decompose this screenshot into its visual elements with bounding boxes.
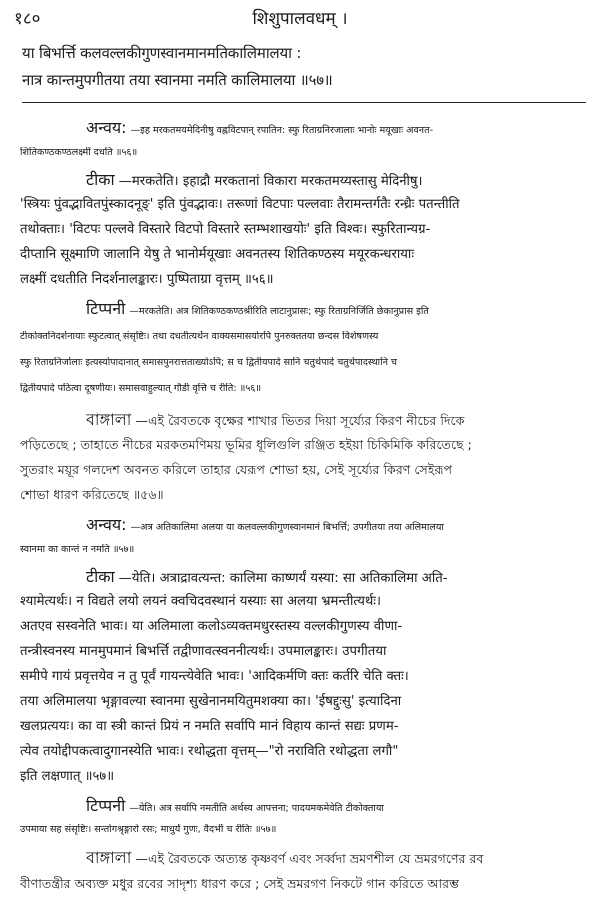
text-line: পড়িতেছে ; তাহাতে নীচের মরকতমণিময় ভূমির ধূলিগুলি রঞ্জিত হইয়া চিকিমিকি করিতেছে ; xyxy=(20,437,472,452)
text-line: तथोक्ताः। 'विटपः पल्लवे विस्तारे विटपो विस्तारे स्तम्भशाखयोः' इति विश्वः। स्फुरितान्यग्र- xyxy=(20,222,431,237)
section-label-bangla: বাঙ্গালা xyxy=(86,848,132,867)
tippani-56: टिप्पनी —मरकतेति। अत्र शितिकण्ठकण्ठश्रीरिति लाटानुप्रासः; स्फु रिताग्रनिर्जिति छेकानुप्रास इति xyxy=(86,299,429,318)
section-label-anvaya: अन्वय: xyxy=(86,118,127,137)
text-line: दीप्तानि सूक्ष्माणि जालानि येषु ते भानोर्मयूखाः अवनतस्य शितिकण्ठस्य मयूरकन्धरायाः xyxy=(20,247,414,262)
text-line: সুতরাং ময়ূর গলদেশ অবনত করিলে তাহার যেরূপ শোভা হয়, সেই সূর্য্যের কিরণ সেইরূপ xyxy=(20,462,453,477)
text-line: शितिकण्ठकण्ठलक्ष्मीं दधति ॥५६॥ xyxy=(20,147,138,158)
section-label-tippani: टिप्पनी xyxy=(86,299,126,318)
book-title: शिशुपालवधम् । xyxy=(252,8,348,29)
tippani-57: टिप्पनी —येति। अत्र सर्वापि नमतीति अर्थस्य आपत्तना; पादयमकमेवेति टीकोक्ताया xyxy=(86,796,384,815)
page-number: १८० xyxy=(14,8,41,29)
text-line: तन्त्रीस्वनस्य मानमुपमानं बिभर्त्ति तद्वीणावत्स्वननीत्यर्थः। उपमालङ्कारः। उपगीतया xyxy=(20,644,387,659)
text-line: বীণাতন্ত্রীর অব্যক্ত মধুর রবের সাদৃশ্য ধারণ করে ; সেই ভ্রমরগণ নিকটে গান করিতে আরম্ভ xyxy=(20,876,460,891)
text-line: टीकोक्तनिदर्शनायाः स्फुटत्वात् संसृष्टिः। तथा दधतीत्यर्थेन वाक्यसमासयोरपि पुनरुक्ततया छन्दस विशेषणस्य xyxy=(20,331,379,342)
text-line: 'स्त्रियः पुंवद्भावितपुंस्कादनूङ्' इति पुंवद्भावः। तरूणां विटपाः पल्लवाः तैरामन्तर्गतैः रन्ध्रैः पतन्तीति xyxy=(20,197,460,212)
bangla-56: বাঙ্গালা —এই রৈবতকে বৃক্ষের শাখার ভিতর দিয়া সূর্য্যের কিরণ নীচের দিকে xyxy=(86,410,465,429)
verse-line-1: या बिभर्त्ति कलवल्लकीगुणस्वानमानमतिकालिमालया : xyxy=(22,44,302,62)
verse-divider xyxy=(22,102,586,103)
text-line: श्यामेत्यर्थः। न विद्यते लयो लयनं क्वचिदवस्थानं यस्याः सा अलया भ्रमन्तीत्यर्थः। xyxy=(20,594,381,609)
section-label-anvaya: अन्वय: xyxy=(86,515,127,534)
anvaya-56: अन्वय: —इह मरकतमयमेदिनीषु वह्नविटपान् रपातिन: स्फु रिताग्रनिरजालाः भानोः मयूखाः अवनत- xyxy=(86,118,434,137)
text-line: लक्ष्मीं दधतीति निदर्शनालङ्कारः। पुष्पिताग्रा वृत्तम् ॥५६॥ xyxy=(20,272,274,287)
section-label-tika: टीका xyxy=(86,567,115,586)
text-line: अतएव सस्वनेति भावः। या अलिमाला कलोऽव्यक्तमधुरस्तस्य वल्लकीगुणस्य वीणा- xyxy=(20,619,403,634)
section-label-tippani: टिप्पनी xyxy=(86,796,126,815)
verse-line-2: नात्र कान्तमुपगीतया तया स्वानमा नमति कालिमालया ॥५७॥ xyxy=(22,71,333,89)
text-line: स्वानमा का कान्तं न नमति ॥५७॥ xyxy=(20,544,135,555)
tika-57: टीका —येति। अत्राद्रावत्यन्त: कालिमा काष्णर्यं यस्या: सा अतिकालिमा अति- xyxy=(86,567,448,586)
tika-56: टीका —मरकतेति। इहाद्रौ मरकतानां विकारा मरकतमय्यस्तासु मेदिनीषु। xyxy=(86,170,423,189)
text-line: শোভা ধারণ করিতেছে ॥৫৬॥ xyxy=(20,487,164,502)
text-line: द्वितीयपादे पठित्वा दूषणीयः। समासवाहुल्यात् गौडी वृत्ति च रीति: ॥५६॥ xyxy=(20,383,262,394)
text-line: समीपे गायं प्रवृत्तयेव न तु पूर्वं गायन्त्येवेति भावः। 'आदिकर्मणि क्तः कर्तरि चेति क्तः। xyxy=(20,669,409,684)
text-line: खलप्रत्ययः। का वा स्त्री कान्तं प्रियं न नमति सर्वापि मानं विहाय कान्तं सद्यः प्रणम- xyxy=(20,719,399,734)
page-header xyxy=(14,4,586,30)
anvaya-57: अन्वय: —अत्र अतिकालिमा अलया या कलवल्लकीगुणस्वानमानं बिभर्त्ति; उपगीतया तया अलिमालया xyxy=(86,515,444,534)
text-line: तया अलिमालया भृङ्गावल्या स्वानमा सुखेनानमयितुमशक्या का। 'ईषद्दुःसु' इत्यादिना xyxy=(20,694,402,709)
section-label-bangla: বাঙ্গালা xyxy=(86,410,132,429)
text-line: उपमाया सह संसृष्टिः। सन्तोगश्रृङ्गारो रसः; माधुर्यं गुणः, वैदर्भी च रीतिः ॥५७॥ xyxy=(20,824,277,835)
text-line: स्फु रिताग्रनिर्जालाः इत्यस्योपादानात् समासपुनरात्तताख्योऽपि; स च द्वितीयपादे सानि चतुर्थपादे चतुर्थपादस्थानि च xyxy=(20,357,398,368)
bangla-57: বাঙ্গালা —এই রৈবতকে অত্যন্ত কৃষ্ণবর্ণ এবং সর্ব্বদা ভ্রমণশীল যে ভ্রমরগণের রব xyxy=(86,848,484,867)
section-label-tika: टीका xyxy=(86,170,115,189)
text-line: इति लक्षणात् ॥५७॥ xyxy=(20,769,115,784)
text-line: त्येव तयोद्दीपकत्वादुगानस्येति भावः। रथोद्धता वृत्तम्—"रो नराविति रथोद्धता लगौ" xyxy=(20,744,399,759)
